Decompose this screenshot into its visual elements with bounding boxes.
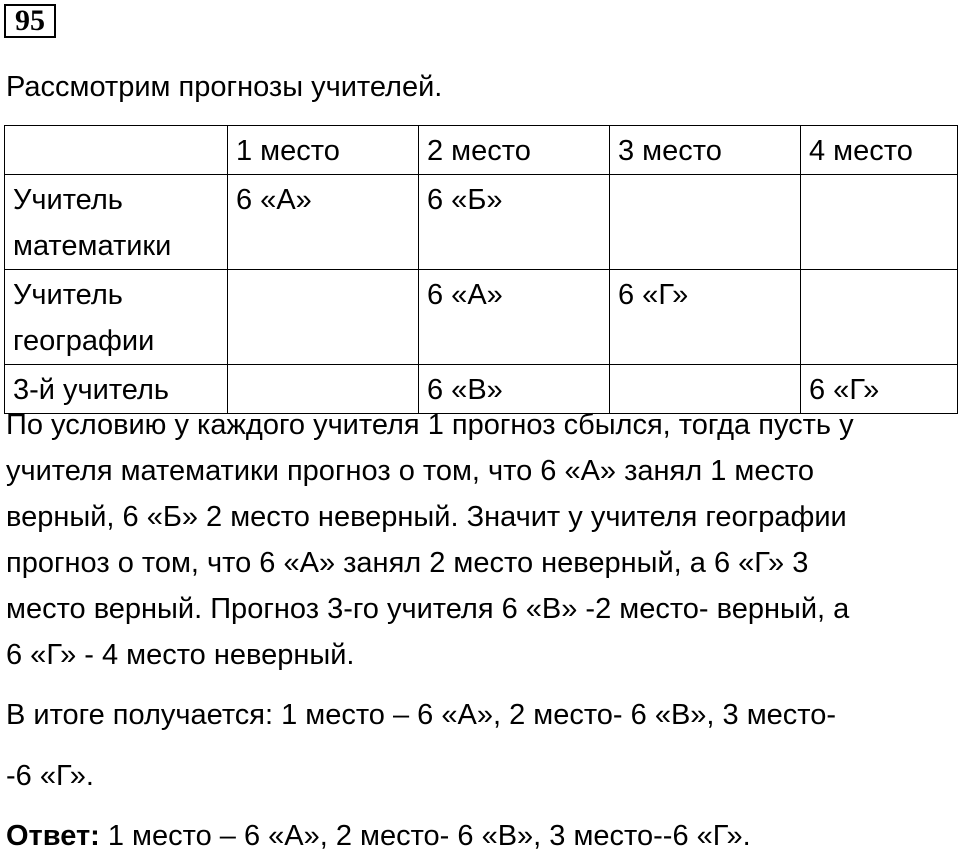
result-line: В итоге получается: 1 место – 6 «А», 2 место- 6 «В», 3 место-: [6, 699, 837, 731]
result-line: -6 «Г».: [6, 760, 94, 792]
table-cell: [228, 270, 419, 365]
table-cell: 6 «Г»: [610, 270, 801, 365]
table-cell: [801, 175, 958, 270]
answer-label: Ответ:: [6, 820, 100, 852]
table-header-cell: 4 место: [801, 126, 958, 175]
table-header-cell: 1 место: [228, 126, 419, 175]
answer-text: 1 место – 6 «А», 2 место- 6 «В», 3 место--6 «Г».: [99, 820, 751, 852]
table-cell: 6 «А»: [228, 175, 419, 270]
table-header-cell: 2 место: [419, 126, 610, 175]
explanation-line: учителя математики прогноз о том, что 6 «А» занял 1 место: [6, 455, 815, 487]
table-header-cell: [5, 126, 228, 175]
problem-number: 95: [4, 4, 56, 38]
explanation-line: По условию у каждого учителя 1 прогноз сбылся, тогда пусть у: [6, 409, 854, 441]
answer-line: [6, 813, 751, 859]
forecast-table: [4, 125, 958, 414]
table-cell: 6 «В»: [419, 365, 610, 414]
explanation-paragraph: [6, 402, 854, 678]
table-cell: 6 «Б»: [419, 175, 610, 270]
explanation-line: 6 «Г» - 4 место неверный.: [6, 639, 355, 671]
explanation-line: прогноз о том, что 6 «А» занял 2 место неверный, а 6 «Г» 3: [6, 547, 809, 579]
table-header-cell: 3 место: [610, 126, 801, 175]
table-cell: [610, 175, 801, 270]
explanation-line: верный, 6 «Б» 2 место неверный. Значит у учителя географии: [6, 501, 847, 533]
table-cell: [801, 270, 958, 365]
intro-text: Рассмотрим прогнозы учителей.: [6, 71, 443, 103]
row-label-math-teacher: Учитель математики: [5, 175, 228, 270]
row-label-geography-teacher: Учитель географии: [5, 270, 228, 365]
explanation-line: место верный. Прогноз 3-го учителя 6 «В» -2 место- верный, а: [6, 593, 850, 625]
table-header-row: [5, 126, 958, 175]
row-label-third-teacher: 3-й учитель: [5, 365, 228, 414]
table-cell: 6 «А»: [419, 270, 610, 365]
table-row: [5, 270, 958, 365]
table-cell: 6 «Г»: [801, 365, 958, 414]
table-row: [5, 175, 958, 270]
